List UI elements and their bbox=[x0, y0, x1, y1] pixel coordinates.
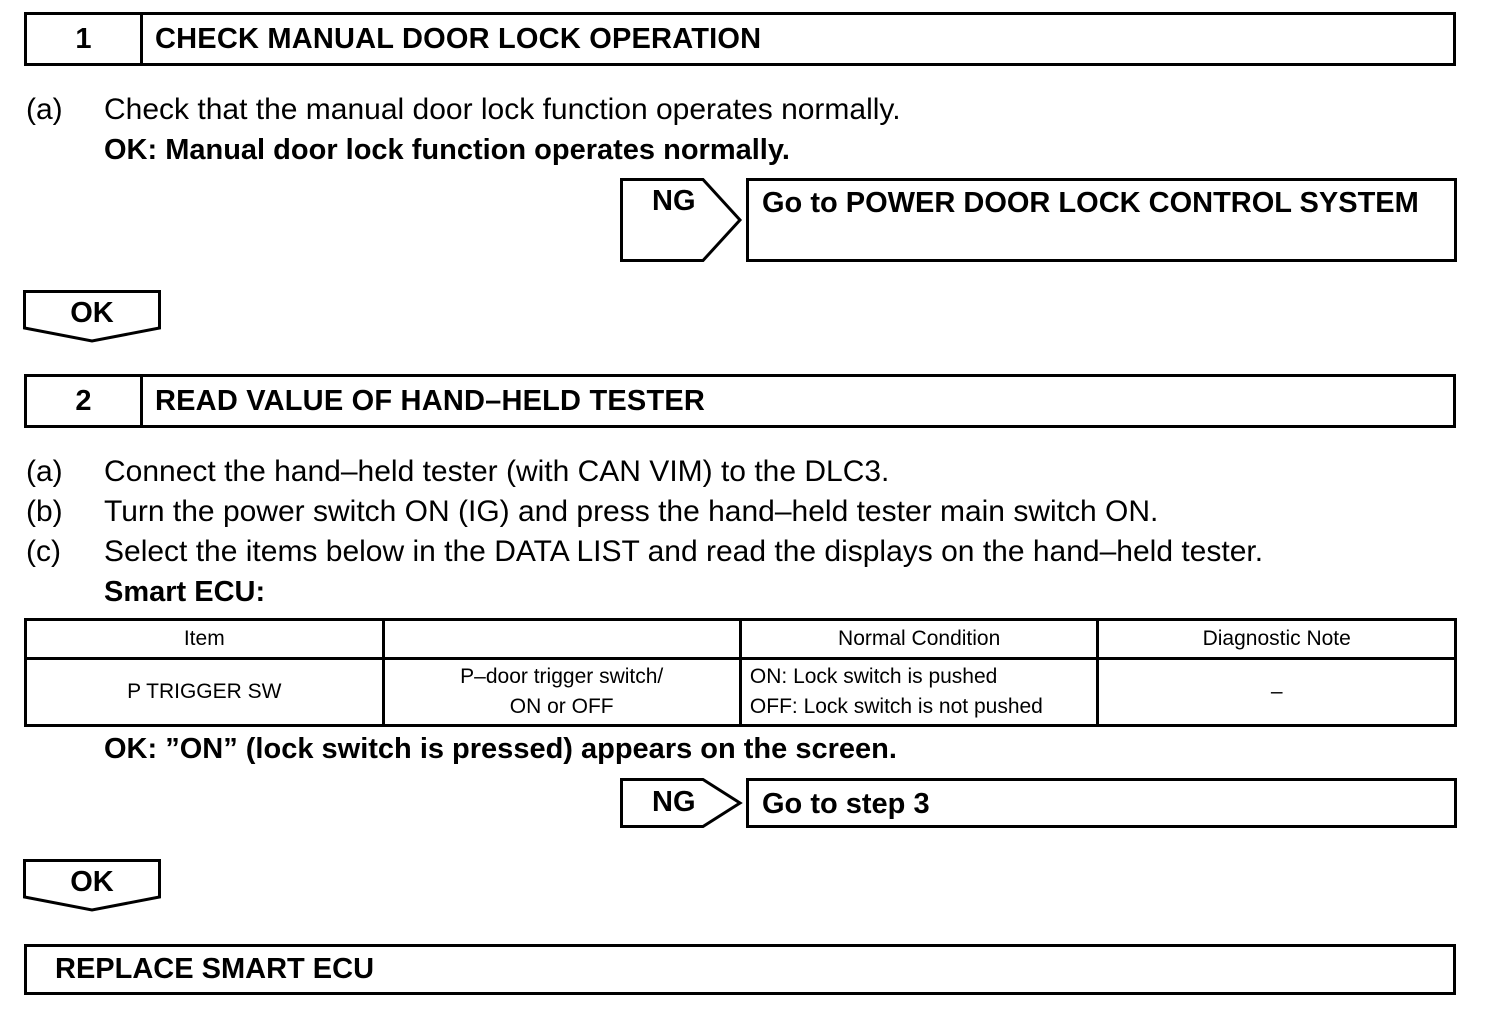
step-1-header bbox=[24, 12, 1456, 66]
instruction-label: (b) bbox=[26, 495, 63, 528]
cell-condition-line: ON: Lock switch is pushed bbox=[749, 665, 998, 688]
header-description bbox=[383, 620, 740, 659]
instruction-text: Select the items below in the DATA LIST and read the displays on the hand–held tester. bbox=[104, 535, 1264, 568]
table-header-row bbox=[26, 620, 1456, 659]
step-number: 1 bbox=[27, 15, 143, 63]
final-action-box bbox=[24, 944, 1456, 995]
ok-condition-1 bbox=[104, 130, 790, 170]
instruction-text: Check that the manual door lock function operates normally. bbox=[104, 93, 901, 126]
instruction-label: (a) bbox=[26, 455, 63, 488]
ok-label: OK bbox=[70, 297, 114, 329]
ng-target-text: Go to POWER DOOR LOCK CONTROL SYSTEM bbox=[762, 187, 1419, 219]
ng-target-box bbox=[746, 778, 1457, 828]
ok-condition-text: OK: ”ON” (lock switch is pressed) appears on the screen. bbox=[104, 733, 897, 765]
ng-label: NG bbox=[652, 185, 696, 217]
cell-description bbox=[383, 659, 740, 726]
header-normal-condition: Normal Condition bbox=[740, 620, 1098, 659]
table-caption bbox=[104, 572, 265, 612]
table-row bbox=[26, 659, 1456, 726]
ok-condition-text: OK: Manual door lock function operates normally. bbox=[104, 134, 790, 166]
step-title: CHECK MANUAL DOOR LOCK OPERATION bbox=[155, 22, 762, 55]
ok-label: OK bbox=[70, 866, 114, 898]
ok-condition-2 bbox=[104, 729, 897, 769]
step-number: 2 bbox=[27, 377, 143, 425]
cell-diagnostic-note: – bbox=[1098, 659, 1456, 726]
ng-target-text: Go to step 3 bbox=[762, 788, 930, 820]
final-action-text: REPLACE SMART ECU bbox=[55, 953, 375, 985]
header-item: Item bbox=[26, 620, 384, 659]
table-caption-text: Smart ECU: bbox=[104, 576, 266, 608]
cell-condition-line: OFF: Lock switch is not pushed bbox=[749, 695, 1043, 718]
ng-label: NG bbox=[652, 786, 696, 818]
cell-normal-condition bbox=[740, 659, 1098, 726]
header-diagnostic-note: Diagnostic Note bbox=[1098, 620, 1456, 659]
instruction-text: Turn the power switch ON (IG) and press the hand–held tester main switch ON. bbox=[104, 495, 1159, 528]
ng-target-box bbox=[746, 178, 1457, 262]
step-2-header bbox=[24, 374, 1456, 428]
instruction-label: (a) bbox=[26, 93, 63, 126]
cell-item: P TRIGGER SW bbox=[26, 659, 384, 726]
instruction-label: (c) bbox=[26, 535, 61, 568]
step-title: READ VALUE OF HAND–HELD TESTER bbox=[155, 384, 706, 417]
cell-description-line: P–door trigger switch/ bbox=[460, 665, 664, 688]
instruction-text: Connect the hand–held tester (with CAN VIM) to the DLC3. bbox=[104, 455, 890, 488]
cell-description-line: ON or OFF bbox=[509, 695, 614, 718]
data-list-table bbox=[24, 618, 1457, 727]
